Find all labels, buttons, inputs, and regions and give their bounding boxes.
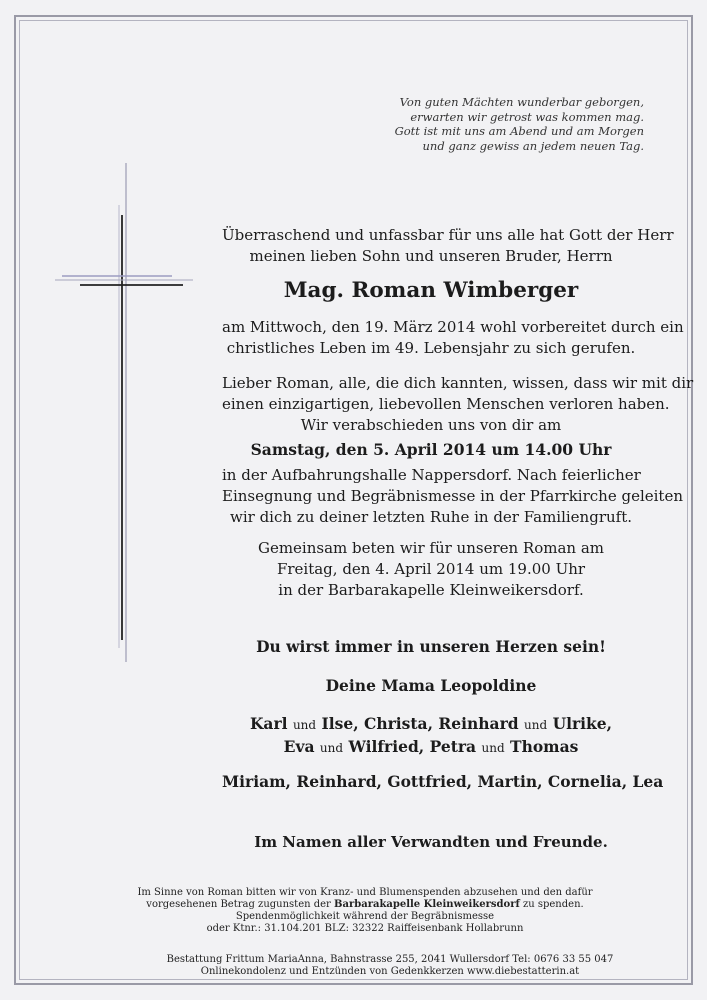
footer-line: Onlinekondolenz und Entzünden von Gedenkkerzen www.diebestatterin.at xyxy=(200,966,580,977)
quote-line: Von guten Mächten wunderbar geborgen, xyxy=(399,95,644,109)
sibling-name: Karl xyxy=(249,714,288,733)
deceased-name: Mag. Roman Wimberger xyxy=(283,278,579,303)
conjunction: und xyxy=(524,718,548,732)
closing-line: Du wirst immer in unseren Herzen sein! xyxy=(256,637,606,656)
death-line: christliches Leben im 49. Lebensjahr zu sich gerufen. xyxy=(226,339,636,357)
conjunction: und xyxy=(481,741,505,755)
footer-text: zu spenden. xyxy=(522,899,584,910)
death-text xyxy=(222,317,684,359)
intro-line: meinen lieben Sohn und unseren Bruder, Herrn xyxy=(249,247,613,265)
funeral-date: Samstag, den 5. April 2014 um 14.00 Uhr xyxy=(250,440,612,459)
farewell-line: einen einzigartigen, liebevollen Menschen verloren haben. xyxy=(222,395,670,413)
funeral-line: in der Aufbahrungshalle Nappersdorf. Nach feierlicher xyxy=(222,466,641,484)
intro-text xyxy=(222,225,674,267)
prayer-line: Gemeinsam beten wir für unseren Roman am xyxy=(257,539,605,557)
farewell-text xyxy=(222,373,694,436)
prayer-line: Freitag, den 4. April 2014 um 19.00 Uhr xyxy=(276,560,586,578)
siblings-line xyxy=(222,736,640,759)
siblings xyxy=(222,713,640,759)
funeral-line: Einsegnung und Begräbnismesse in der Pfarrkirche geleiten xyxy=(222,487,683,505)
opening-quote xyxy=(324,95,644,153)
footer-line: Spendenmöglichkeit während der Begräbnismesse xyxy=(235,911,495,922)
sibling-name: Eva xyxy=(283,737,315,756)
death-line: am Mittwoch, den 19. März 2014 wohl vorbereitet durch ein xyxy=(222,318,684,336)
sibling-name: Ilse, Christa, Reinhard xyxy=(321,714,519,733)
conjunction: und xyxy=(319,741,344,755)
grandchildren: Miriam, Reinhard, Gottfried, Martin, Cornelia, Lea xyxy=(222,772,664,791)
quote-line: erwarten wir getrost was kommen mag. xyxy=(410,109,644,124)
footer-line xyxy=(115,899,615,911)
farewell-line: Wir verabschieden uns von dir am xyxy=(300,416,562,434)
footer-text: vorgesehenen Betrag zugunsten der xyxy=(146,899,331,910)
footer-line: oder Ktnr.: 31.104.201 BLZ: 32322 Raiffeisenbank Hollabrunn xyxy=(206,923,524,934)
conjunction: und xyxy=(292,718,317,732)
intro-line: Überraschend und unfassbar für uns alle hat Gott der Herr xyxy=(222,226,674,244)
prayer-text xyxy=(222,538,640,601)
sibling-name: Wilfried, Petra xyxy=(348,737,477,756)
relatives-line: Im Namen aller Verwandten und Freunde. xyxy=(254,833,608,851)
prayer-line: in der Barbarakapelle Kleinweikersdorf. xyxy=(278,581,584,599)
funeral-details xyxy=(222,465,683,528)
footer-bold-text: Barbarakapelle Kleinweikersdorf xyxy=(334,899,520,910)
undertaker-info xyxy=(130,954,650,978)
sibling-name: Ulrike, xyxy=(552,714,613,733)
quote-line: Gott ist mit uns am Abend und am Morgen xyxy=(394,124,644,138)
farewell-line: Lieber Roman, alle, die dich kannten, wissen, dass wir mit dir xyxy=(222,374,694,392)
mother: Deine Mama Leopoldine xyxy=(325,676,537,695)
quote-line: und ganz gewiss an jedem neuen Tag. xyxy=(422,138,644,153)
siblings-line xyxy=(222,713,640,736)
footer-line: Bestattung Frittum MariaAnna, Bahnstrasse 255, 2041 Wullersdorf Tel: 0676 33 55 047 xyxy=(166,954,614,965)
funeral-line: wir dich zu deiner letzten Ruhe in der Familiengruft. xyxy=(230,508,632,526)
footer-line: Im Sinne von Roman bitten wir von Kranz- und Blumenspenden abzusehen und den dafür xyxy=(137,887,593,898)
sibling-name: Thomas xyxy=(510,737,579,756)
donation-note xyxy=(115,887,615,935)
